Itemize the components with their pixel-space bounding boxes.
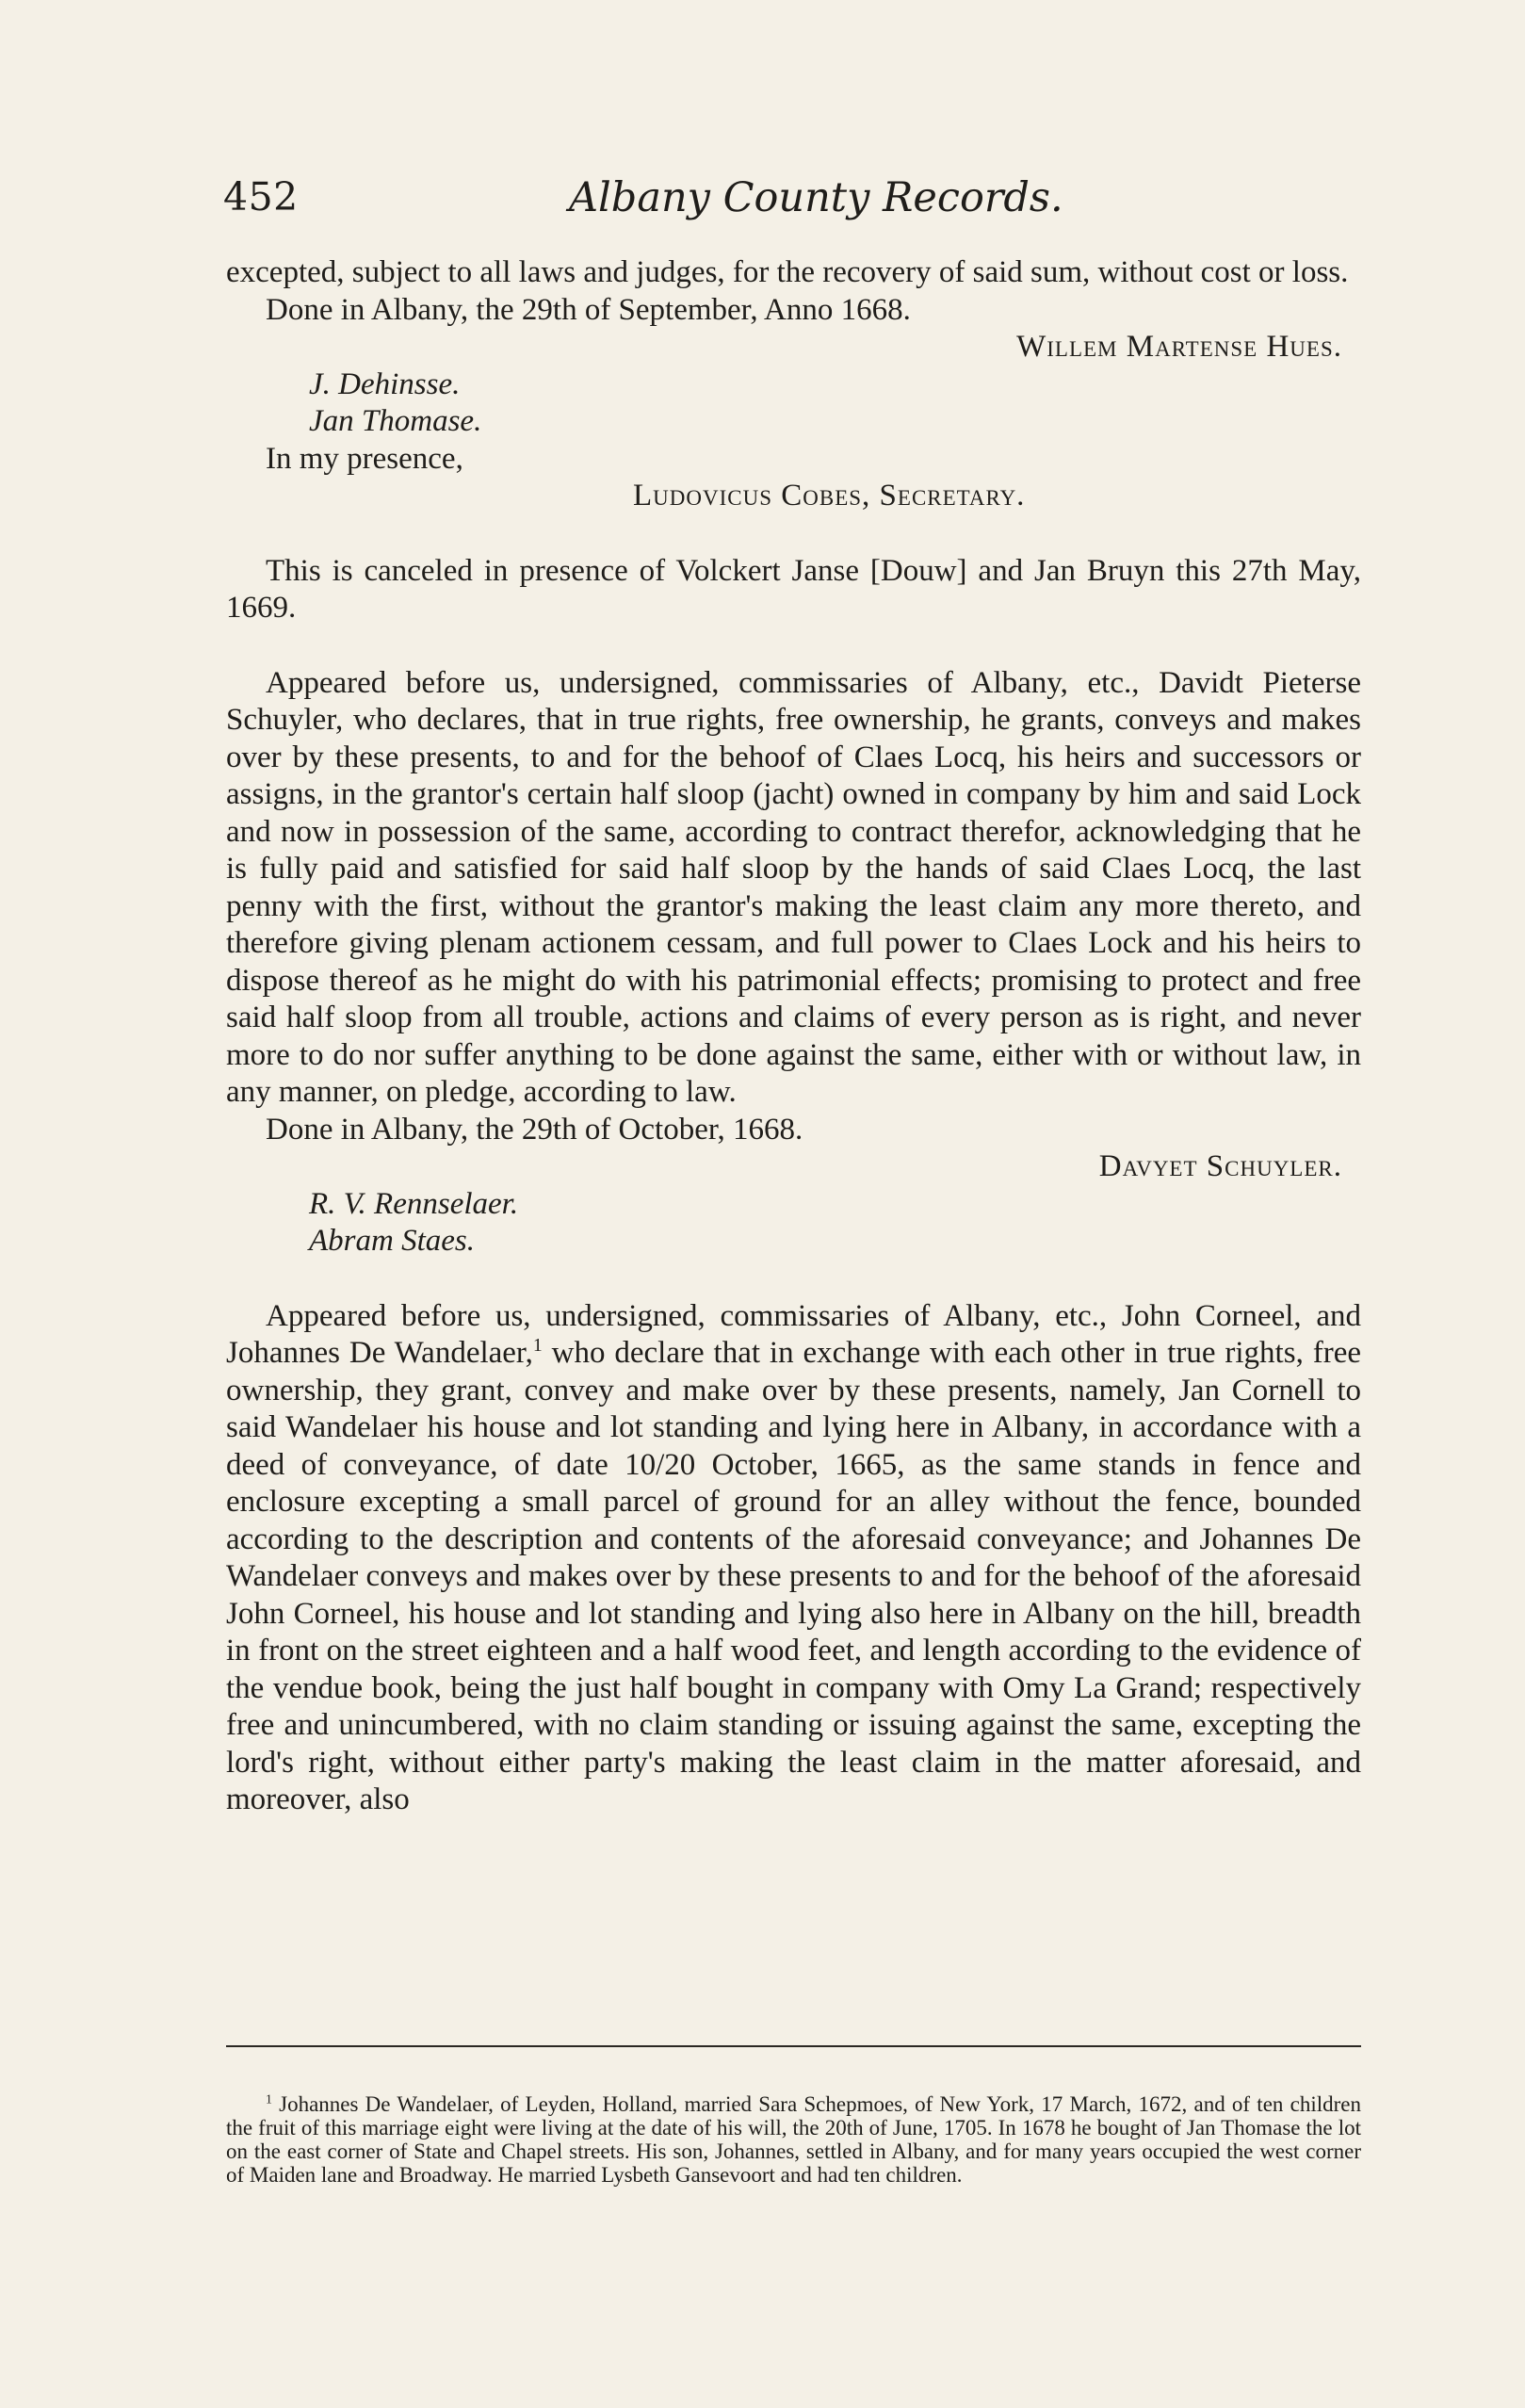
- deed-corneel-paragraph: [226, 1298, 1361, 1819]
- witness-thomase: Jan Thomase.: [309, 404, 482, 438]
- cancellation-note: This is canceled in presence of Volckert Janse [Douw] and Jan Bruyn this 27th May, 1669.: [226, 553, 1361, 625]
- paragraph-part-a: Appeared before us, undersigned, commissaries of Albany, etc., John Corneel, and Johannes De Wandelaer,: [226, 1298, 1361, 1370]
- signature-willem-hues: Willem Martense Hues.: [1016, 330, 1342, 364]
- deed-schuyler-paragraph: Appeared before us, undersigned, commissaries of Albany, etc., Davidt Pieterse Schuyler, who declares, that in true rights, free ownership, he grants, conveys and makes over by these presents, to and for the behoof of Claes Locq, his heirs and successors or assigns, in the grantor's certain half sloop (jacht) owned in company by him and said Lock and now in possession of the same, according to contract therefor, acknowledging that he is fully paid and satisfied for said half sloop by the hands of said Claes Locq, the last penny with the first, without the grantor's making the least claim any more thereto, and therefore giving plenam actionem cessam, and full power to Claes Lock and his heirs to dispose thereof as he might do with his patrimonial effects; promising to protect and free said half sloop from all trouble, actions and claims of every person as is right, and never more to do nor suffer anything to be done against the same, either with or without law, in any manner, on pledge, according to law.: [226, 665, 1361, 1109]
- footnote-reference: 1: [532, 1335, 543, 1356]
- body-text: [226, 254, 1361, 1819]
- done-line-1: Done in Albany, the 29th of September, Anno 1668.: [266, 292, 911, 327]
- footnote-text: Johannes De Wandelaer, of Leyden, Holland, married Sara Schepmoes, of New York, 17 March, 1672, and of ten children the fruit of this marriage eight were living at the date of his will, the 20th of June, 1705. In 1678 he bought of Jan Thomase the lot on the east corner of State and Chapel streets. His son, Johannes, settled in Albany, and for many years occupied the west corner of Maiden lane and Broadway. He married Lysbeth Gansevoort and had ten children.: [226, 2092, 1361, 2187]
- running-head: [223, 174, 1363, 231]
- footnote: [226, 2092, 1361, 2187]
- presence-line: In my presence,: [266, 441, 463, 476]
- paragraph-part-b: who declare that in exchange with each other in true rights, free ownership, they grant, convey and make over by these presents, namely, Jan Cornell to said Wandelaer his house and lot standing and lying here in Albany, in accordance with a deed of conveyance, of date 10/20 October, 1665, as the same stands in fence and enclosure excepting a small parcel of ground for an alley without the fence, bounded according to the description and contents of the aforesaid conveyance; and Johannes De Wandelaer conveys and makes over by these presents to and for the behoof of the aforesaid John Corneel, his house and lot standing and lying also here in Albany on the hill, breadth in front on the street eighteen and a half wood feet, and length according to the evidence of the vendue book, being the just half bought in company with Omy La Grand; respectively free and unincumbered, with no claim standing or issuing against the same, excepting the lord's right, without either party's making the least claim in the matter aforesaid, and moreover, also: [226, 1336, 1361, 1816]
- done-line-2: Done in Albany, the 29th of October, 1668.: [266, 1112, 803, 1147]
- footnote-mark: 1: [266, 2091, 272, 2107]
- witness-rennselaer: R. V. Rennselaer.: [309, 1186, 519, 1221]
- signature-secretary: Ludovicus Cobes, Secretary.: [633, 479, 1026, 513]
- spacer: [226, 627, 1361, 665]
- paragraph-continuation: excepted, subject to all laws and judges, for the recovery of said sum, without cost or loss.: [226, 255, 1349, 289]
- page-number: 452: [223, 174, 299, 220]
- spacer: [226, 1261, 1361, 1298]
- footnote-rule: [226, 2045, 1361, 2047]
- spacer: [226, 515, 1361, 553]
- signature-schuyler: Davyet Schuyler.: [1098, 1149, 1342, 1183]
- witness-dehinsse: J. Dehinsse.: [309, 366, 461, 401]
- book-title: Albany County Records.: [569, 174, 1063, 221]
- witness-staes: Abram Staes.: [309, 1224, 475, 1258]
